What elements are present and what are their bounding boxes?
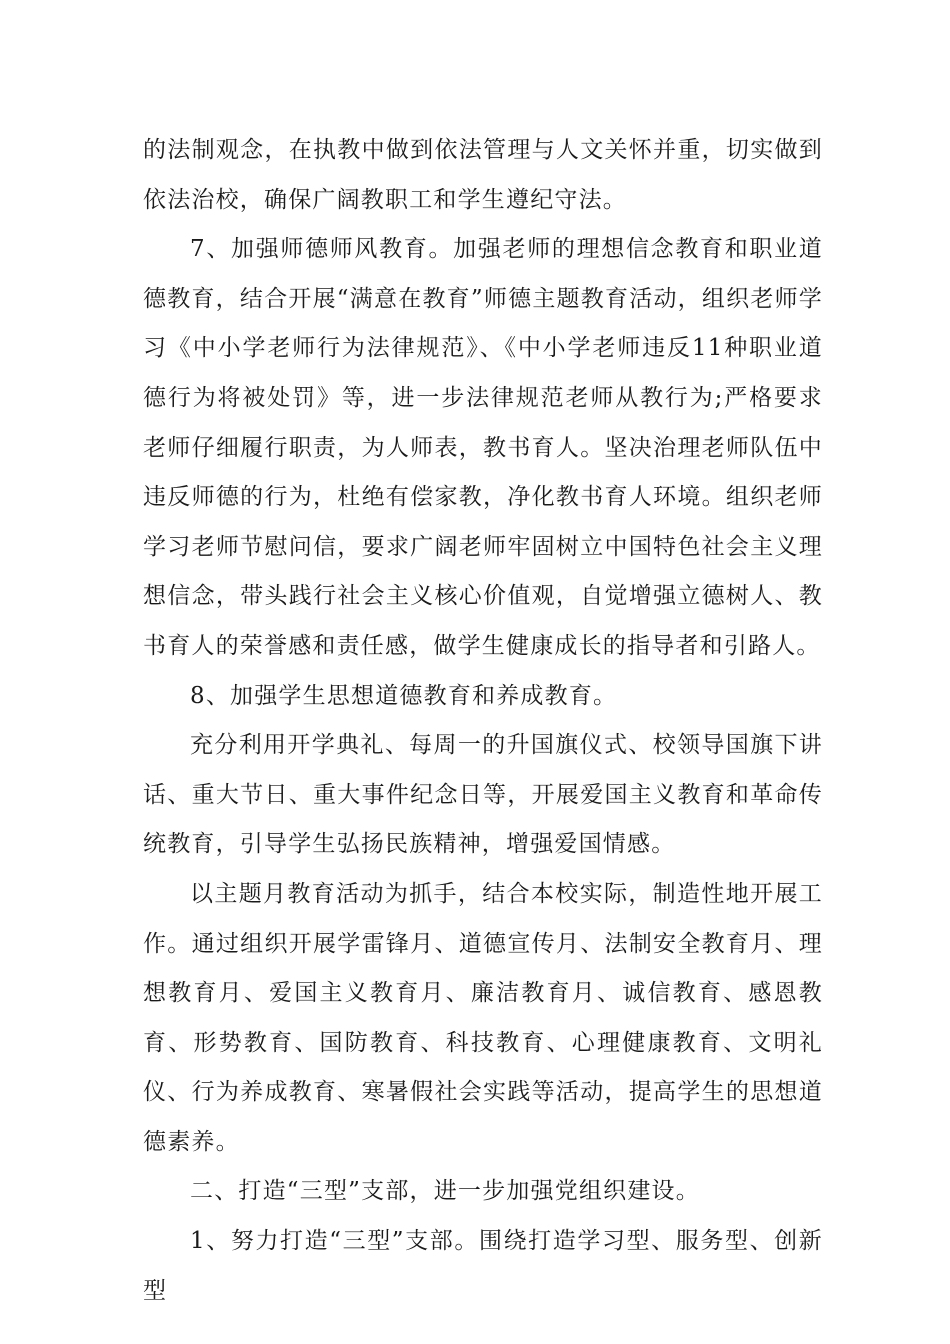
paragraph-legal-awareness: 的法制观念，在执教中做到依法管理与人文关怀并重，切实做到依法治校，确保广阔教职工和学生遵纪守法。	[143, 137, 823, 213]
paragraph-student-moral-heading: 8、加强学生思想道德教育和养成教育。	[190, 682, 618, 709]
paragraph-theme-month: 以主题月教育活动为抓手，结合本校实际，制造性地开展工作。通过组织开展学雷锋月、道德宣传月、法制安全教育月、理想教育月、爱国主义教育月、廉洁教育月、诚信教育、感恩教育、形势教育、国防教育、科技教育、心理健康教育、文明礼仪、行为养成教育、寒暑假社会实践等活动，提高学生的思想道德素养。	[143, 880, 823, 1155]
paragraph-ceremonies: 充分利用开学典礼、每周一的升国旗仪式、校领导国旗下讲话、重大节日、重大事件纪念日等，开展爱国主义教育和革命传统教育，引导学生弘扬民族精神，增强爱国情感。	[143, 732, 823, 858]
paragraph-three-type-branch: 1、努力打造“三型”支部。围绕打造学习型、服务型、创新型	[143, 1228, 823, 1304]
document-body	[143, 126, 823, 1316]
paragraph-section-two-heading: 二、打造“三型”支部，进一步加强党组织建设。	[190, 1178, 700, 1205]
paragraph-teacher-ethics: 7、加强师德师风教育。加强老师的理想信念教育和职业道德教育，结合开展“满意在教育”师德主题教育活动，组织老师学习《中小学老师行为法律规范》、《中小学老师违反11种职业道德行为将被处罚》等，进一步法律规范老师从教行为;严格要求老师仔细履行职责，为人师表，教书育人。坚决治理老师队伍中违反师德的行为，杜绝有偿家教，净化教书育人环境。组织老师学习老师节慰问信，要求广阔老师牢固树立中国特色社会主义理想信念，带头践行社会主义核心价值观，自觉增强立德树人、教书育人的荣誉感和责任感，做学生健康成长的指导者和引路人。	[143, 236, 823, 659]
